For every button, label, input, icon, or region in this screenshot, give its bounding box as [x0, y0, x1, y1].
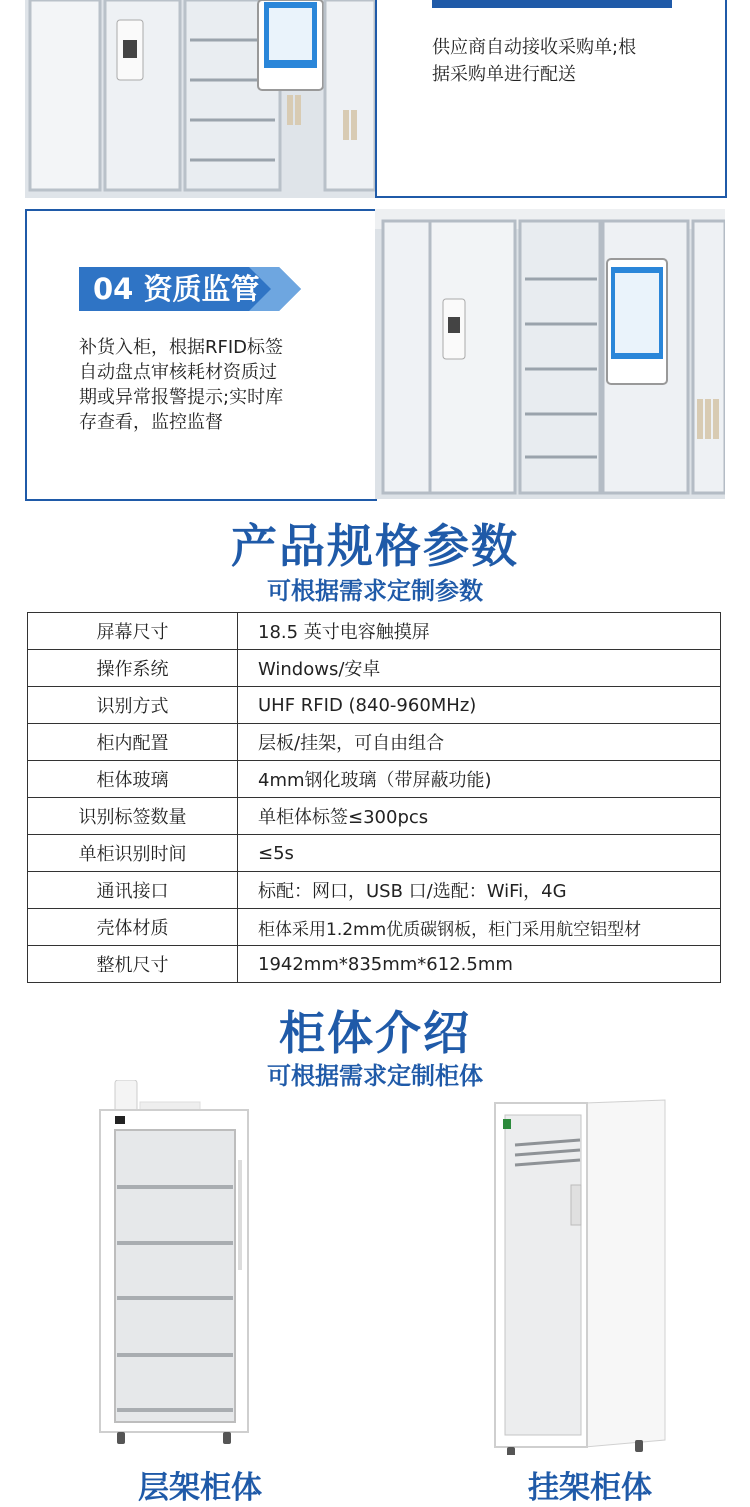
spec-key: 单柜识别时间 — [28, 835, 238, 872]
section-04-title: 04 资质监管 — [93, 272, 260, 306]
spec-key: 整机尺寸 — [28, 946, 238, 983]
section-04-text: 补货入柜，根据RFID标签 自动盘点审核耗材资质过 期或异常报警提示;实时库 存查看，监控监督 — [79, 337, 284, 433]
table-row — [28, 761, 721, 798]
spec-key: 屏幕尺寸 — [28, 613, 238, 650]
table-row — [28, 798, 721, 835]
smart-cabinet-photo-04 — [375, 209, 725, 499]
table-row — [28, 724, 721, 761]
cabinets-subheading: 可根据需求定制柜体 — [267, 1062, 483, 1090]
accent-bar — [432, 0, 672, 8]
spec-key: 通讯接口 — [28, 872, 238, 909]
spec-value: 标配：网口，USB 口/选配：WiFi，4G — [238, 872, 721, 909]
spec-key: 柜体玻璃 — [28, 761, 238, 798]
spec-value: 柜体采用1.2mm优质碳钢板，柜门采用航空铝型材 — [238, 909, 721, 946]
spec-value: 单柜体标签≤300pcs — [238, 798, 721, 835]
section-04-ribbon — [79, 267, 301, 311]
hanging-cabinet-caption: 挂架柜体 — [528, 1470, 652, 1506]
hanging-cabinet-image — [485, 1095, 675, 1455]
table-row — [28, 687, 721, 724]
table-row — [28, 909, 721, 946]
spec-key: 柜内配置 — [28, 724, 238, 761]
table-row — [28, 872, 721, 909]
specs-subheading: 可根据需求定制参数 — [267, 577, 483, 605]
spec-value: 层板/挂架，可自由组合 — [238, 724, 721, 761]
specs-heading: 产品规格参数 — [231, 519, 519, 573]
spec-key: 识别标签数量 — [28, 798, 238, 835]
spec-table — [27, 612, 721, 983]
supplier-delivery-panel — [375, 0, 727, 198]
table-row — [28, 650, 721, 687]
spec-key: 壳体材质 — [28, 909, 238, 946]
spec-value: 4mm钢化玻璃（带屏蔽功能) — [238, 761, 721, 798]
spec-value: Windows/安卓 — [238, 650, 721, 687]
shelf-cabinet-caption: 层架柜体 — [138, 1470, 262, 1506]
smart-cabinet-photo-top — [25, 0, 375, 198]
qualification-supervision-panel — [25, 209, 377, 501]
spec-value: 18.5 英寸电容触摸屏 — [238, 613, 721, 650]
shelf-cabinet-image — [95, 1080, 255, 1450]
spec-value: 1942mm*835mm*612.5mm — [238, 946, 721, 983]
cabinets-heading: 柜体介绍 — [279, 1006, 471, 1060]
table-row — [28, 613, 721, 650]
table-row — [28, 946, 721, 983]
spec-key: 操作系统 — [28, 650, 238, 687]
spec-key: 识别方式 — [28, 687, 238, 724]
table-row — [28, 835, 721, 872]
spec-value: UHF RFID (840-960MHz) — [238, 687, 721, 724]
spec-value: ≤5s — [238, 835, 721, 872]
supplier-delivery-text: 供应商自动接收采购单;根 据采购单进行配送 — [432, 37, 637, 85]
